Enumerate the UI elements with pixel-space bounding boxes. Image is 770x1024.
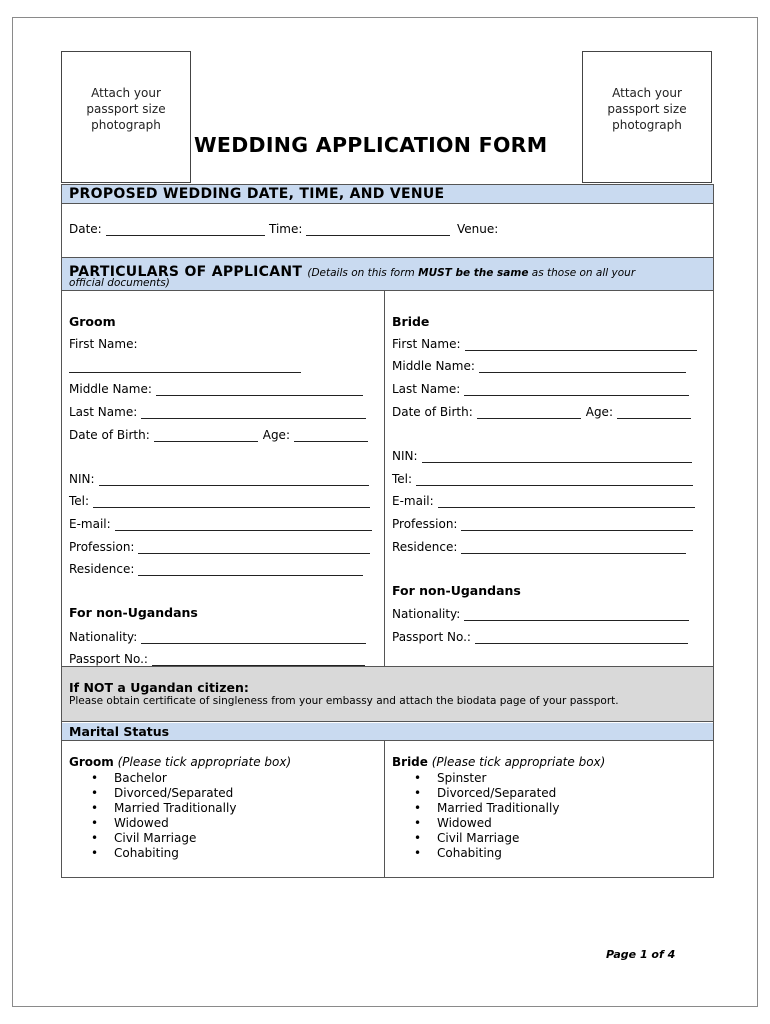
groom-last-name-field[interactable] <box>69 403 366 419</box>
groom-marital-heading <box>69 755 291 769</box>
bride-nin-field[interactable] <box>392 447 692 463</box>
groom-age-label: Age: <box>262 428 290 442</box>
citizen-note-band <box>62 666 713 722</box>
groom-last-name-label: Last Name: <box>69 405 138 419</box>
bride-profession-field[interactable] <box>392 515 693 531</box>
bride-middle-name-field[interactable] <box>392 357 686 373</box>
bride-profession-line[interactable] <box>461 518 693 531</box>
groom-residence-field[interactable] <box>69 560 363 576</box>
groom-age-line[interactable] <box>294 429 368 442</box>
particulars-note-prefix: (Details on this form <box>307 267 419 279</box>
bride-passport-line[interactable] <box>475 631 688 644</box>
citizen-note-heading: If NOT a Ugandan citizen: <box>69 680 249 695</box>
bride-email-label: E-mail: <box>392 494 434 508</box>
bride-marital-option[interactable]: • Widowed <box>414 816 559 831</box>
groom-email-label: E-mail: <box>69 517 111 531</box>
bride-first-name-label: First Name: <box>392 337 461 351</box>
bride-nationality-field[interactable] <box>392 605 689 621</box>
groom-dob-label: Date of Birth: <box>69 428 150 442</box>
groom-profession-label: Profession: <box>69 540 135 554</box>
groom-passport-field[interactable] <box>69 650 365 666</box>
form-title: WEDDING APPLICATION FORM <box>194 133 548 157</box>
groom-middle-name-label: Middle Name: <box>69 382 152 396</box>
wedding-section-heading: PROPOSED WEDDING DATE, TIME, AND VENUE <box>69 186 445 202</box>
groom-email-line[interactable] <box>115 518 372 531</box>
wedding-time-line[interactable] <box>306 223 450 236</box>
wedding-time-field[interactable] <box>269 220 450 236</box>
groom-dob-field[interactable] <box>69 426 368 442</box>
bride-nationality-line[interactable] <box>464 608 689 621</box>
bride-dob-line[interactable] <box>477 406 581 419</box>
bride-tel-field[interactable] <box>392 470 693 486</box>
wedding-venue-label: Venue: <box>457 222 499 236</box>
wedding-venue-field[interactable] <box>457 220 498 236</box>
particulars-note-line2: official documents) <box>69 277 170 289</box>
bride-nin-line[interactable] <box>422 450 692 463</box>
bride-passport-label: Passport No.: <box>392 630 471 644</box>
bride-marital-hint: (Please tick appropriate box) <box>431 755 606 769</box>
particulars-heading: PARTICULARS OF APPLICANT <box>69 264 303 280</box>
marital-status-header <box>62 723 713 741</box>
groom-marital-option[interactable]: • Married Traditionally <box>91 801 236 816</box>
wedding-time-label: Time: <box>269 222 303 236</box>
groom-heading: Groom <box>69 314 116 329</box>
groom-tel-field[interactable] <box>69 492 370 508</box>
bride-age-line[interactable] <box>617 406 691 419</box>
bride-residence-field[interactable] <box>392 538 686 554</box>
groom-marital-option[interactable]: • Cohabiting <box>91 846 236 861</box>
groom-tel-line[interactable] <box>93 495 370 508</box>
groom-residence-line[interactable] <box>138 563 363 576</box>
groom-first-name-line-field[interactable] <box>69 357 301 373</box>
wedding-date-field[interactable] <box>69 220 265 236</box>
groom-marital-hint: (Please tick appropriate box) <box>117 755 292 769</box>
groom-nationality-line[interactable] <box>141 631 366 644</box>
bride-marital-option[interactable]: • Divorced/Separated <box>414 786 559 801</box>
wedding-date-line[interactable] <box>106 223 265 236</box>
groom-non-ugandans-heading: For non-Ugandans <box>69 605 198 620</box>
particulars-note-bold: MUST be the same <box>418 267 529 279</box>
groom-nin-label: NIN: <box>69 472 95 486</box>
bride-photo-box[interactable]: Attach your passport size photograph <box>582 51 712 183</box>
groom-marital-option[interactable]: • Bachelor <box>91 771 236 786</box>
bride-dob-label: Date of Birth: <box>392 405 473 419</box>
groom-marital-option[interactable]: • Widowed <box>91 816 236 831</box>
bride-marital-option[interactable]: • Married Traditionally <box>414 801 559 816</box>
bride-marital-options <box>414 771 559 861</box>
wedding-date-label: Date: <box>69 222 102 236</box>
marital-column-divider <box>384 741 385 878</box>
wedding-section-header <box>62 185 713 204</box>
bride-profession-label: Profession: <box>392 517 458 531</box>
groom-nationality-field[interactable] <box>69 628 366 644</box>
bride-last-name-field[interactable] <box>392 380 689 396</box>
groom-passport-line[interactable] <box>152 653 365 666</box>
groom-email-field[interactable] <box>69 515 372 531</box>
application-form-table <box>61 184 714 878</box>
groom-profession-line[interactable] <box>138 541 370 554</box>
groom-tel-label: Tel: <box>69 494 90 508</box>
bride-email-line[interactable] <box>438 495 695 508</box>
bride-last-name-line[interactable] <box>464 383 689 396</box>
bride-nationality-label: Nationality: <box>392 607 461 621</box>
applicant-column-divider <box>384 291 385 666</box>
bride-non-ugandans-heading: For non-Ugandans <box>392 583 521 598</box>
bride-marital-heading <box>392 755 605 769</box>
groom-middle-name-field[interactable] <box>69 380 363 396</box>
bride-email-field[interactable] <box>392 492 695 508</box>
groom-profession-field[interactable] <box>69 538 370 554</box>
bride-marital-option[interactable]: • Spinster <box>414 771 559 786</box>
groom-residence-label: Residence: <box>69 562 135 576</box>
particulars-section-header <box>62 257 713 291</box>
bride-tel-label: Tel: <box>392 472 413 486</box>
bride-dob-field[interactable] <box>392 403 691 419</box>
groom-passport-label: Passport No.: <box>69 652 148 666</box>
groom-dob-line[interactable] <box>154 429 258 442</box>
groom-photo-box[interactable]: Attach your passport size photograph <box>61 51 191 183</box>
particulars-note-suffix: as those on all your <box>528 267 636 279</box>
groom-nin-field[interactable] <box>69 470 369 486</box>
bride-marital-option[interactable]: • Cohabiting <box>414 846 559 861</box>
marital-status-heading: Marital Status <box>69 724 170 739</box>
groom-marital-options <box>91 771 236 861</box>
bride-first-name-line[interactable] <box>465 338 697 351</box>
groom-first-name-field[interactable] <box>69 335 138 351</box>
bride-marital-label: Bride <box>392 755 428 769</box>
bride-nin-label: NIN: <box>392 449 418 463</box>
groom-marital-option[interactable]: • Civil Marriage <box>91 831 236 846</box>
groom-nationality-label: Nationality: <box>69 630 138 644</box>
groom-first-name-line[interactable] <box>69 360 301 373</box>
bride-residence-line[interactable] <box>461 541 686 554</box>
groom-marital-option[interactable]: • Divorced/Separated <box>91 786 236 801</box>
bride-marital-option[interactable]: • Civil Marriage <box>414 831 559 846</box>
bride-tel-line[interactable] <box>416 473 693 486</box>
bride-age-label: Age: <box>585 405 613 419</box>
groom-nin-line[interactable] <box>99 473 369 486</box>
citizen-note-text: Please obtain certificate of singleness from your embassy and attach the biodata page of your passport. <box>69 695 619 707</box>
groom-marital-label: Groom <box>69 755 114 769</box>
bride-residence-label: Residence: <box>392 540 458 554</box>
bride-passport-field[interactable] <box>392 628 688 644</box>
bride-heading: Bride <box>392 314 430 329</box>
bride-first-name-field[interactable] <box>392 335 697 351</box>
page-number: Page 1 of 4 <box>606 948 676 961</box>
bride-last-name-label: Last Name: <box>392 382 461 396</box>
bride-middle-name-line[interactable] <box>479 360 686 373</box>
bride-middle-name-label: Middle Name: <box>392 359 475 373</box>
groom-first-name-label: First Name: <box>69 337 138 351</box>
groom-last-name-line[interactable] <box>141 406 366 419</box>
groom-middle-name-line[interactable] <box>156 383 363 396</box>
